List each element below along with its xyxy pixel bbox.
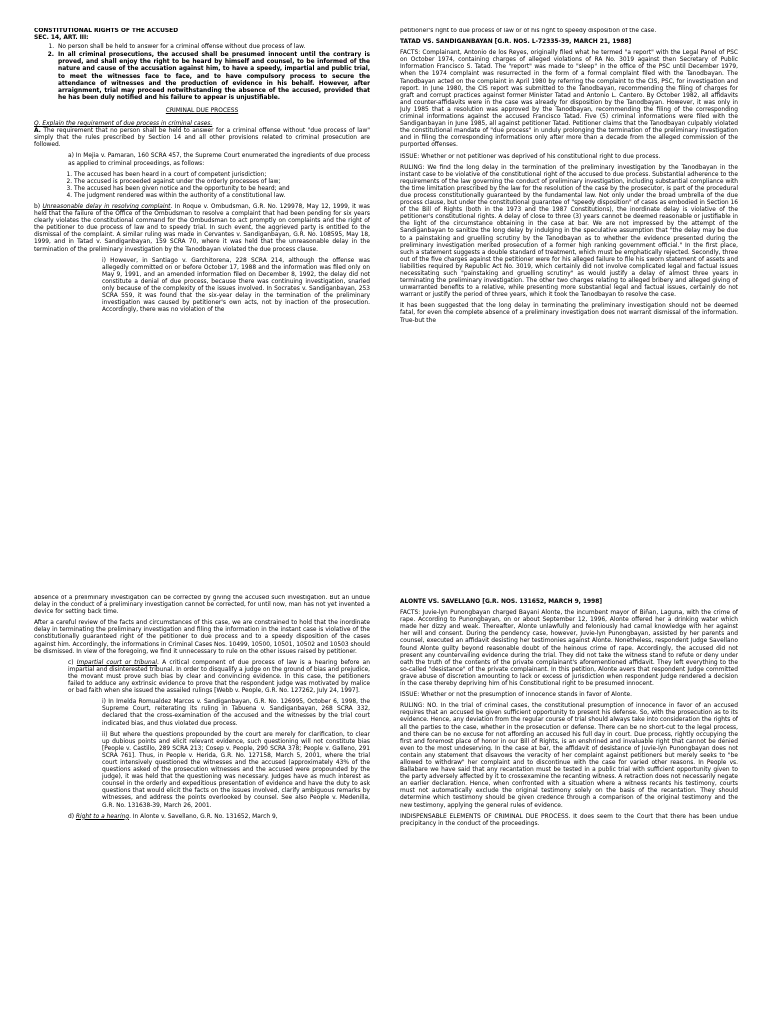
top-left-column <box>34 28 370 553</box>
para-d-text: . In Alonte v. Savellano, G.R. No. 131652, March 9, <box>129 813 278 820</box>
answer-text: The requirement that no person shall be held to answer for a criminal offense without "due process of law" simply that the rules prescribed by Section 14 and all other provisions related to criminal prosecution are followed. <box>34 128 370 149</box>
para-d-label: d) <box>68 813 75 820</box>
para-d <box>34 814 370 821</box>
continuation-text: absence of a preliminary investigation can be corrected by giving the accused such investigation. But an undue delay in the conduct of a preliminary investigation cannot be corrected, for until now, man has not yet invented a device for setting back time. <box>34 595 370 616</box>
continuation-text: petitioner's right to due process of law or of his right to speedy disposition of the case. <box>400 28 657 34</box>
tatad-ruling: RULING: We find the long delay in the termination of the preliminary investigation by the Tanodbayan in the instant case to be violative of the constitutional right of the accused to due process. Substantial adherence to the requirements of the law governing the conduct of preliminary investigation, including substantial compliance with the time limitation prescribed by the law for the resolution of the case by the prosecutor, is part of the procedural due process constitutionally guaranteed by the fundamental law. Not only under the broad umbrella of the due process clause, but under the constitutional guarantee of "speedy disposition" of cases as embodied in Section 16 of the Bill of Rights (both in the 1973 and the 1987 Constitutions), the inordinate delay is violative of the petitioner's constitutional rights. A delay of close to three (3) years cannot be deemed reasonable or justifiable in the light of the circumstance obtaining in the case at bar. We are not impressed by the attempt of the Sandiganbayan to sanitize the long delay by indulging in the speculative assumption that "the delay may be due to a painstaking and gruelling scrutiny by the Tanodbayan as to whether the evidence presented during the preliminary investigation merited prosecution of a former high ranking government official." In the first place, such a statement suggests a double standard of treatment, which must be emphatically rejected. Secondly, three out of the five charges against the petitioner were for his alleged failure to file his sworn statement of assets and liabilities required by Republic Act No. 3019, which certainly did not involve complicated legal and factual issues necessitating such "painstaking and gruelling scrutiny" as would justify a delay of almost three years in terminating the preliminary investigation. The other two charges relating to alleged bribery and alleged giving of unwarranted benefits to a relative, while presenting more substantial legal and factual issues, certainly do not warrant or justify the period of three years, which it took the Tanodbayan to resolve the case. <box>400 164 738 299</box>
section-reference: SEC. 14, ART. III: <box>34 35 89 42</box>
answer-paragraph <box>34 128 370 149</box>
para-b-sub-i: i) However, in Santiago v. Garchitorena, 228 SCRA 214, although the offense was allegedly committed on or before October 17, 1988 and the information was filed only on May 9, 1991, and an amended information filed on December 8, 1992, the delay did not constitute a denial of due process, because there was continuing investigation, snarled only because of the complexity of the issues involved. In Socrates v. Sandiganbayan, 253 SCRA 559, it was found that the six-year delay in the termination of the preliminary investigation was caused by petitioner's own acts, not by inaction of the prosecution. Accordingly, there was no violation of the <box>102 257 370 314</box>
para-c-text: . A critical component of due process of law is a hearing before an impartial and disinterested tribunal. In order to disqualify a judge on the ground of bias and prejudice, the movant must prove such bias by clear and convincing evidence. In this case, the petitioners failed to adduce any extrinsic evidence to prove that the respondent judge was motivated by malice or bad faith when she issued the assailed rulings [Webb v. People, G.R. No. 127262, July 24, 1997]. <box>68 659 370 695</box>
list-item: 3. The accused has been given notice and the opportunity to be heard; and <box>74 186 370 193</box>
alonte-ruling: RULING: NO. In the trial of criminal cases, the constitutional presumption of innocence in favor of an accused requires that an accused be given sufficient opportunity to present his defense. So, with the prosecution as to its evidence. Hence, any deviation from the regular course of trial should always take into consideration the rights of all the parties to the case, whether in the prosecution or defense. There can be no short-cut to the legal process, and there can be no excuse for not affording an accused his full day in court. Due process, rightly occupying the first and foremost place of honor in our Bill of Rights, is an enshrined and invaluable right that cannot be denied even to the most undeserving. In the case at bar, the affidavit of desistance of Juvie-lyn Punongbayan does not contain any statement that disavows the veracity of her complaint against petitioners but merely seeks to "be allowed to withdraw" her complaint and to discontinue with the case for varied other reasons. In People vs. Ballabare we have said that any recantation must be tested in a public trial with sufficient opportunity given to the party adversely affected by it to crossexamine the recanting witness. A retraction does not necessarily negate an earlier declaration. Hence, when confronted with a situation where a witness recants his testimony, courts must not automatically exclude the original testimony solely on the basis of the recantation. They should determine which testimony should be given credence through a comparison of the original testimony and the new testimony, applying the general rules of evidence. <box>400 703 738 809</box>
list-item: 4. The judgment rendered was within the authority of a constitutional law. <box>74 193 370 200</box>
para-a-intro: a) In Mejia v. Pamaran, 160 SCRA 457, the Supreme Court enumerated the ingredients of due process as applied to criminal proceedings, as follows: <box>68 153 370 167</box>
para-d-title: Right to a hearing <box>75 813 130 820</box>
tatad-closing: It has been suggested that the long delay in terminating the preliminary investigation should not be deemed fatal, for even the complete absence of a preliminary investigation does not warrant dismissal of the information. True-but the <box>400 303 738 324</box>
list-item: 1. No person shall be held to answer for a criminal offense without due process of law. <box>56 44 370 51</box>
list-item: 1. The accused has been heard in a court of competent jurisdiction; <box>74 172 370 179</box>
after-review-paragraph: After a careful review of the facts and circumstances of this case, we are constrained to hold that the inordinate delay in terminating the preliminary investigation and filing the information in the instant case is violative of the constitutionally guaranteed right of the petitioner to due process and to a speedy disposition of the cases against him. Accordingly, the informations in Criminal Cases Nos. 10499, 10500, 10501, 10502 and 10503 should be dismissed. In view of the foregoing, we find it unnecessary to rule on the other issues raised by petitioner. <box>34 620 370 655</box>
criminal-due-process-title: CRIMINAL DUE PROCESS <box>165 107 239 114</box>
list-item: 2. The accused is proceeded against under the orderly processes of law; <box>74 179 370 186</box>
para-c <box>34 660 370 695</box>
para-c-label: c) <box>68 659 74 666</box>
tatad-facts: FACTS: Complainant, Antonio de los Reyes, originally filed what he termed "a report" with the Legal Panel of PSC on October 1974, containing charges of alleged violations of RA No. 3019 against then Secretary of Public Information Francisco S. Tatad. The "report" was made to "sleep" in the office of the PSC until December 1979, when the 1974 complaint was resurrected in the form of a formal complaint filed with the Tanodbayan. The Tanodbayan acted on the complaint in April 1980 by referring the complaint to the CIS, PSC, for investigation and report. In June 1980, the CIS report was submitted to the Tanodbayan, recommending the filing of charges for graft and corrupt practices against former Minister Tatad and Antonio L. Cantero. By October 1982, all affidavits and counter-affidavits were in the case was already for disposition by the Tanodbayan. However, it was only in July 1985 that a resolution was approved by the Tanodbayan, recommending the filing of the corresponding criminal informations against the accused Francisco Tatad. Five (5) criminal informations were filed with the Sandiganbayan in June 1985, all against petitioner Tatad. Petitioner claims that the Tanodbayan culpably violated the constitutional mandate of "due process" in unduly prolonging the termination of the preliminary investigation and in filing the corresponding informations only after more than a decade from the alleged commission of the purported offenses. <box>400 50 738 149</box>
alonte-closing: INDISPENSABLE ELEMENTS OF CRIMINAL DUE PROCESS. It does seem to the Court that there has been undue precipitancy in the conduct of the proceedings. <box>400 813 738 827</box>
bottom-page <box>0 555 768 1024</box>
para-c-sub-ii: ii) But where the questions propounded by the court are merely for clarification, to clear up dubious points and elicit relevant evidence, such questioning will not constitute bias [People v. Castillo, 289 SCRA 213; Cosep v. People, 290 SCRA 378; People v. Galleno, 291 SCRA 761]. Thus, in People v. Herida, G.R. No. 127158, March 5, 2001, where the trial court intensively questioned the witnesses and the accused (approximately 43% of the questions asked of the prosecution witnesses and the accused were propounded by the judge), it was held that the questioning was necessary. Judges have as much interest as counsel in the orderly and expeditious presentation of evidence and have the duty to ask questions that would elicit the facts on the issues involved, clarify ambiguous remarks by witnesses, and address the points overlooked by counsel. See also People v. Medenilla, G.R. No. 131638-39, March 26, 2001. <box>102 731 370 809</box>
alonte-issue: ISSUE: Whether or not the presumption of innocence stands in favor of Alonte. <box>400 692 632 699</box>
alonte-facts: FACTS: Juvie-lyn Punongbayan charged Bayani Alonte, the incumbent mayor of Biñan, Laguna, with the crime of rape. According to Punongbayan, on or about September 12, 1996, Alonte offered her a drinking water which made her dizzy and weak. Thereafter, Alonte unlawfully and feloniously had carnal knowledge with her against her will and consent. During the pendency case, however, Juvie-lyn Punongbayan, assisted by her parents and counsel, executed an affidavit desisting her testimonies against Alonte. Nonetheless, respondent Judge Savellano found Alonte guilty beyond reasonable doubt of the heinous crime of rape. Accordingly, the accused did not present any countervailing evidence during the trial. They did not take the witness stand to refute or deny under oath the truth of the contents of the private complainant's aforementioned affidavit. They left everything to the so-called "desistance" of the private complainant. In this petition, Alonte avers that respondent Judge committed grave abuse of discretion amounting to lack or excess of jurisdiction when respondent Judge rendered a decision in the case thereby depriving him of his Constitutional right to be presumed innocent. <box>400 610 738 688</box>
article-provisions-list <box>34 44 370 102</box>
constitutional-rights-heading: CONSTITUTIONAL RIGHTS OF THE ACCUSED <box>34 28 179 34</box>
para-c-title: Impartial court or tribunal <box>76 659 157 666</box>
para-c-sub-i: i) In Imelda Romualdez Marcos v. Sandiganbayan, G.R. No. 126995, October 6, 1998, the Supreme Court, reiterating its ruling in Tabuena v. Sandiganbayan, 268 SCRA 332, declared that the cross-examination of the accused and the witnesses by the trial court indicated bias, and thus violated due process. <box>102 699 370 727</box>
tatad-issue: ISSUE: Whether or not petitioner was deprived of his constitutional right to due process. <box>400 153 661 160</box>
para-b <box>34 204 370 254</box>
top-right-column <box>400 28 738 553</box>
bottom-right-column <box>400 595 738 1024</box>
alonte-case-title: ALONTE VS. SAVELLANO [G.R. NOS. 131652, MARCH 9, 1998] <box>400 599 603 605</box>
answer-label: A. <box>34 128 41 135</box>
question-text: Q. Explain the requirement of due process in criminal cases. <box>34 121 213 128</box>
para-b-text: . In Roque v. Ombudsman, G.R. No. 129978, May 12, 1999, it was held that the failure of the Office of the Ombudsman to resolve a complaint that had been pending for six years clearly violates the constitutional command for the Ombudsman to act promptly on complaints and the right of the petitioner to due process of law and to speedy trial. In such event, the aggrieved party is entitled to the dismissal of the complaint. A similar ruling was made in Cervantes v. Sandiganbayan, G.R. No. 108595, May 18, 1999, and in Tatad v. Sandiganbayan, 159 SCRA 70, where it was held that the unreasonable delay in the termination of the preliminary investigation by the Tanodbayan violated the due process clause. <box>34 203 370 253</box>
tatad-case-title: TATAD VS. SANDIGANBAYAN [G.R. NOS. L-72335-39, MARCH 21, 1988] <box>400 39 632 46</box>
bottom-left-column <box>34 595 370 1024</box>
list-item: 2. In all criminal prosecutions, the accused shall be presumed innocent until the contrary is proved, and shall enjoy the right to be heard by himself and counsel, to be informed of the nature and cause of the accusation against him, to have a speedy, impartial and public trial, to meet the witnesses face to face, and to have compulsory process to secure the attendance of witnesses and the production of evidence in his behalf. However, after arraignment, trial may proceed notwithstanding the absence of the accused, provided that he has been duly notified and his failure to appear is unjustifiable. <box>56 52 370 102</box>
due-process-ingredients-list <box>34 172 370 200</box>
para-b-title: Unreasonable delay in resolving complaint <box>42 203 171 210</box>
para-b-label: b) <box>34 203 41 210</box>
